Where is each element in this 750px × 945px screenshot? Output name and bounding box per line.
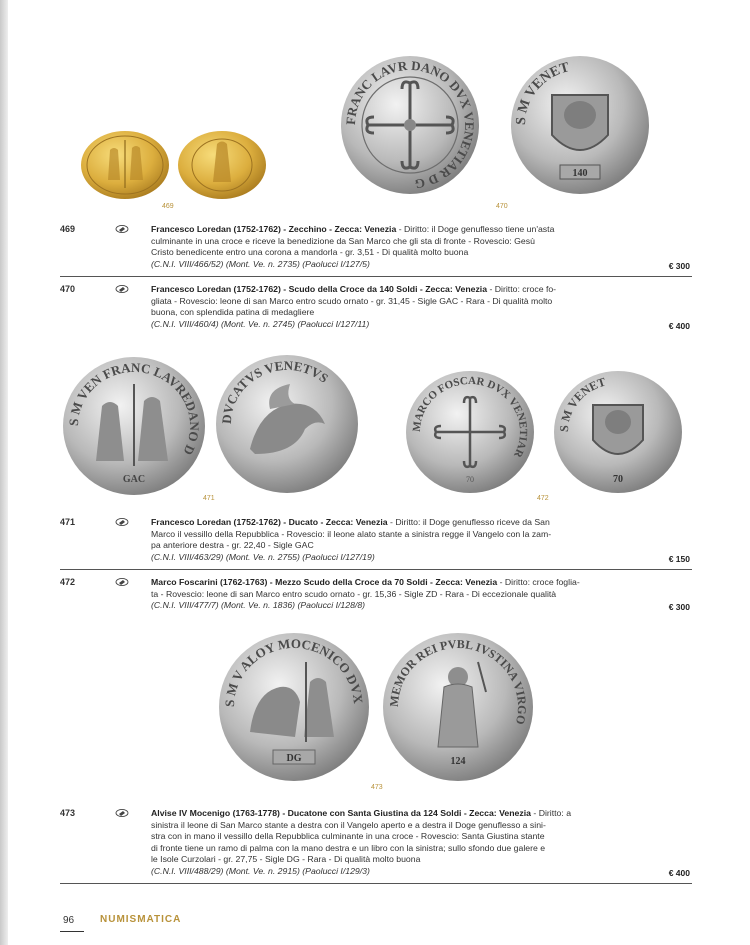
lot-title: Alvise IV Mocenigo (1763-1778) - Ducatone con Santa Giustina da 124 Soldi - Zecca: Venezia (151, 808, 531, 818)
lot-price: € 300 (668, 261, 690, 271)
coin-472-value-mark: 70 (613, 474, 623, 485)
lot-references: (C.N.I. VIII/488/29) (Mont. Ve. n. 2915) (Paolucci I/129/3) (151, 865, 370, 876)
coin-473-value-mark: 124 (450, 756, 466, 767)
lot-text-line-1: - Diritto: il Doge genuflesso tiene un'asta (396, 224, 555, 234)
coin-469-obverse (80, 130, 170, 200)
lot-description (151, 808, 613, 878)
lot-number: 471 (60, 517, 76, 527)
lot-text-line-2: Marco il vessillo della Repubblica - Rovescio: il leone alato stante a sinistra regge il Vangelo con la zam- (151, 528, 552, 539)
image-label-473: 473 (371, 784, 383, 791)
lot-473 (60, 808, 692, 883)
coin-472-reverse (553, 370, 683, 495)
coin-472-obverse (405, 370, 535, 495)
lot-price: € 400 (668, 868, 690, 878)
lot-text-line-2: ta - Rovescio: leone di san Marco entro scudo ornato - gr. 15,36 - Sigle ZD - Rara - Di eccezionale qualità (151, 588, 557, 599)
auction-hammer-icon (115, 517, 129, 527)
page-number: 96 (63, 915, 75, 926)
coin-471-mark: GAC (122, 474, 146, 485)
image-label-471: 471 (203, 495, 215, 502)
coin-470-obverse-legend: FRANC LAVR DANO DVX VENETIAR D G (342, 57, 478, 192)
auction-hammer-icon (115, 808, 129, 818)
lot-text-line-1: - Diritto: croce foglia- (497, 577, 580, 587)
lot-470 (60, 284, 692, 334)
lot-text-line-1: - Diritto: croce fo- (487, 284, 557, 294)
coin-473-obverse (218, 632, 370, 782)
page-number-underline (60, 931, 84, 932)
lot-price: € 400 (668, 321, 690, 331)
auction-hammer-icon (115, 577, 129, 587)
section-title: NUMISMATICA (100, 914, 182, 925)
auction-hammer-icon (115, 224, 129, 234)
lot-title: Francesco Loredan (1752-1762) - Ducato - Zecca: Venezia (151, 517, 388, 527)
coin-470-reverse-legend: S M VENET (513, 60, 571, 126)
lot-title: Francesco Loredan (1752-1762) - Zecchino - Zecca: Venezia (151, 224, 397, 234)
coin-472-obverse-value: 70 (466, 475, 474, 484)
coin-469-reverse (177, 130, 267, 200)
lot-number: 473 (60, 808, 76, 818)
lot-divider (60, 569, 692, 570)
coin-473-reverse-legend: MEMOR REI PVBL IVSTINA VIRGO (386, 636, 530, 726)
image-label-469: 469 (162, 203, 174, 210)
lot-title: Marco Foscarini (1762-1763) - Mezzo Scudo della Croce da 70 Soldi - Zecca: Venezia (151, 577, 498, 587)
lot-471 (60, 517, 692, 567)
lot-number: 469 (60, 224, 76, 234)
lot-title: Francesco Loredan (1752-1762) - Scudo della Croce da 140 Soldi - Zecca: Venezia (151, 284, 488, 294)
lot-description (151, 284, 613, 330)
lot-divider (60, 276, 692, 277)
page-spine-shadow (0, 0, 8, 945)
lot-description (151, 517, 613, 563)
coin-471-obverse-legend: S M VEN FRANC LAVREDANO D (65, 359, 203, 458)
lot-price: € 150 (668, 554, 690, 564)
lot-number: 472 (60, 577, 76, 587)
image-label-472: 472 (537, 495, 549, 502)
coin-470-obverse (340, 55, 480, 195)
coin-471-reverse-legend: DVCATVS VENETVS (218, 357, 332, 425)
lot-references: (C.N.I. VIII/477/7) (Mont. Ve. n. 1836) (Paolucci I/128/8) (151, 600, 366, 611)
lot-references: (C.N.I. VIII/463/29) (Mont. Ve. n. 2755) (Paolucci I/127/19) (151, 551, 375, 562)
lot-references: (C.N.I. VIII/466/52) (Mont. Ve. n. 2735) (Paolucci I/127/5) (151, 258, 370, 269)
lot-text-line-3: Cristo benedicente entro una corona a mandorla - gr. 3,51 - Di qualità molto buona (151, 247, 469, 258)
lot-text-line-2: sinistra il leone di San Marco stante a destra con il Vangelo aperto e a destra il Doge genuflesso a sini- (151, 819, 546, 830)
lot-469 (60, 224, 692, 274)
lot-text-line-2: gliata - Rovescio: leone di san Marco entro scudo ornato - gr. 31,45 - Sigle GAC - Rara - Di qualità molto (151, 295, 553, 306)
coin-472-reverse-legend: S M VENET (556, 374, 608, 433)
coin-470-value-mark: 140 (572, 168, 588, 179)
coin-471-reverse (215, 354, 360, 494)
lot-references: (C.N.I. VIII/460/4) (Mont. Ve. n. 2745) (Paolucci I/127/11) (151, 318, 370, 329)
lot-text-line-3: buona, con splendida patina di medagliere (151, 307, 315, 318)
lot-description (151, 577, 613, 612)
lot-divider (60, 883, 692, 884)
coin-470-reverse (510, 55, 650, 195)
coin-473-obverse-legend: S M V ALOY MOCENICO DVX (221, 635, 367, 708)
lot-text-line-3: pa anteriore destra - gr. 22,40 - Sigle GAC (151, 540, 314, 551)
lot-text-line-2: culminante in una croce e riceve la benedizione da San Marco che gli sta di fronte - Rovescio: Gesù (151, 235, 535, 246)
lot-472 (60, 577, 692, 617)
lot-text-line-5: le Isole Curzolari - gr. 27,75 - Sigle DG - Rara - Di qualità molto buona (151, 854, 421, 865)
lot-text-line-1: - Diritto: il Doge genuflesso riceve da San (387, 517, 550, 527)
lot-price: € 300 (668, 602, 690, 612)
lot-description (151, 224, 613, 270)
lot-text-line-1: - Diritto: a (530, 808, 572, 818)
auction-hammer-icon (115, 284, 129, 294)
coin-471-obverse (62, 356, 207, 496)
coin-473-mark: DG (286, 753, 302, 764)
coin-473-reverse (382, 632, 534, 782)
image-label-470: 470 (496, 203, 508, 210)
coin-472-obverse-legend: MARCO FOSCAR DVX VENETIAR (410, 374, 530, 460)
lot-number: 470 (60, 284, 76, 294)
lot-text-line-3: stra con in mano il vessillo della Repubblica culminante in una croce - Rovescio: Santa Giustina stante (151, 831, 545, 842)
lot-text-line-4: di fronte tiene un ramo di palma con la mano destra e un libro con la sinistra; sullo sfondo due galere e (151, 842, 546, 853)
